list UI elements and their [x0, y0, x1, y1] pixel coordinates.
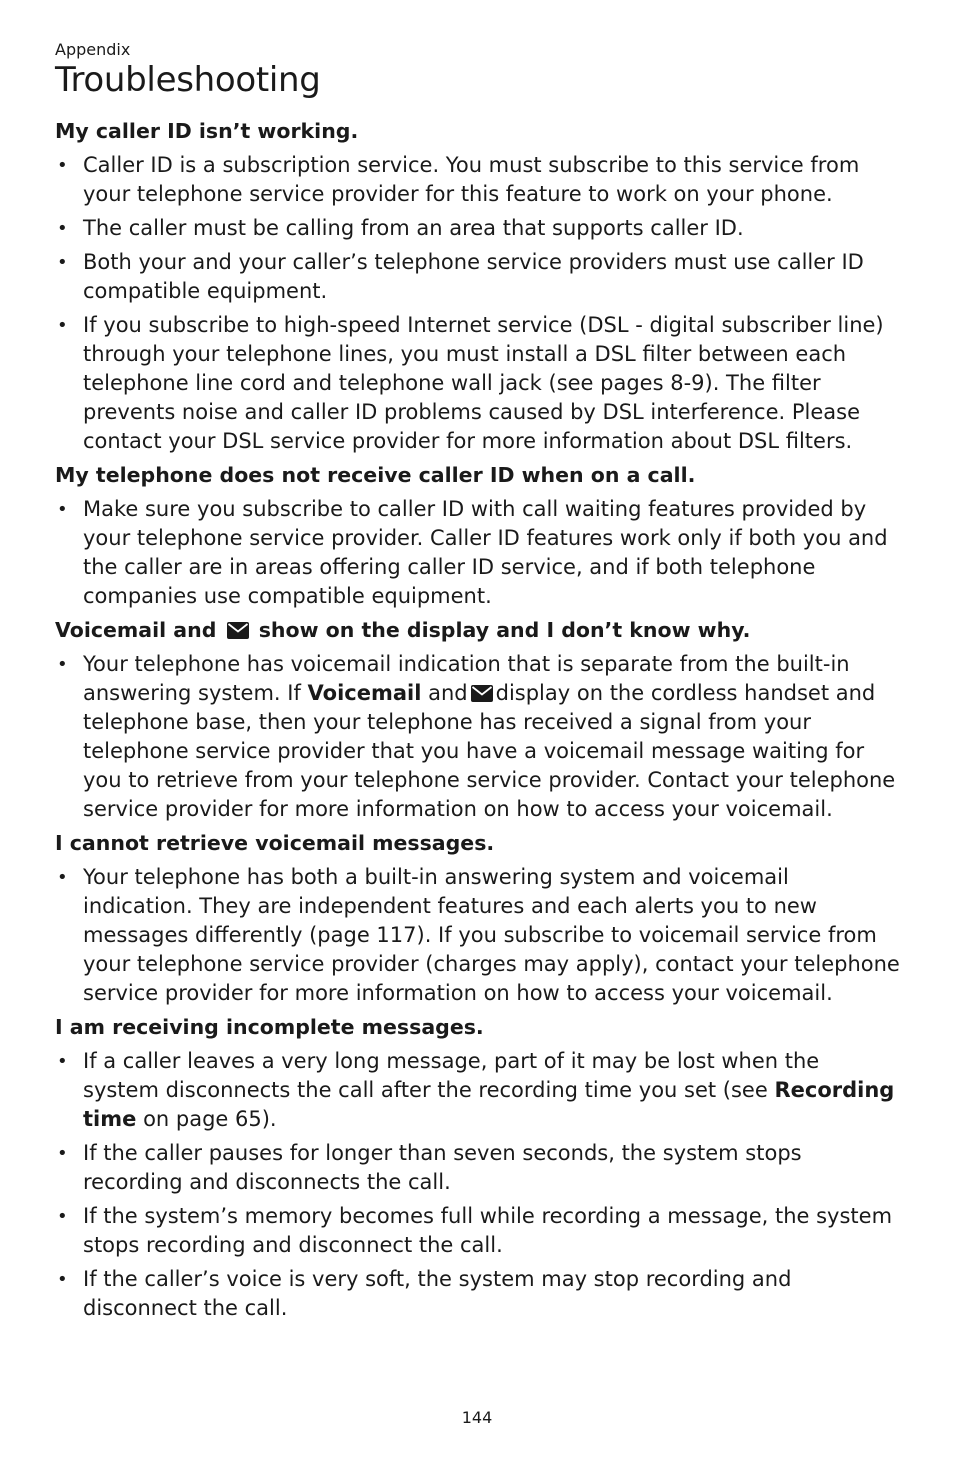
bullet-icon: •: [57, 499, 68, 520]
list-item: • Both your and your caller’s telephone service providers must use caller ID compatible equipment.: [57, 250, 864, 303]
bullet-icon: •: [57, 1143, 68, 1164]
bullet-list-call-waiting: [55, 495, 900, 611]
bullet-list-caller-id: [55, 151, 900, 456]
list-item: • If the system’s memory becomes full while recording a message, the system stops recording and disconnect the call.: [57, 1204, 893, 1257]
bullet-list-incomplete-messages: [55, 1047, 900, 1323]
list-item: • Caller ID is a subscription service. You must subscribe to this service from your telephone service provider for this feature to work on your phone.: [57, 153, 860, 206]
envelope-icon: [227, 622, 249, 639]
bullet-icon: •: [57, 654, 68, 675]
section-label: Appendix: [55, 40, 131, 59]
section-heading-caller-id: My caller ID isn’t working.: [55, 119, 359, 143]
bullet-list-voicemail-display: [55, 650, 900, 824]
bullet-icon: •: [57, 1269, 68, 1290]
page-title: Troubleshooting: [55, 60, 321, 100]
bullet-icon: •: [57, 1206, 68, 1227]
envelope-icon: [471, 685, 493, 702]
bullet-icon: •: [57, 315, 68, 336]
list-item: • If a caller leaves a very long message, part of it may be lost when the system disconnects the call after the recording time you set (see Recording time on page 65).: [57, 1049, 895, 1131]
section-heading-incomplete-messages: I am receiving incomplete messages.: [55, 1015, 484, 1039]
bullet-icon: •: [57, 1051, 68, 1072]
bullet-icon: •: [57, 252, 68, 273]
list-item: • If you subscribe to high-speed Internet service (DSL - digital subscriber line) through your telephone lines, you must install a DSL filter between each telephone line cord and telephone wall jack (see pages 8-9). The filter prevents noise and caller ID problems caused by DSL interference. Please contact your DSL service provider for more information about DSL filters.: [57, 313, 884, 453]
page-number: 144: [461, 1408, 493, 1427]
bullet-list-retrieve-voicemail: [55, 863, 900, 1008]
bullet-icon: •: [57, 218, 68, 239]
section-heading-retrieve-voicemail: I cannot retrieve voicemail messages.: [55, 831, 495, 855]
bullet-icon: •: [57, 867, 68, 888]
list-item: • The caller must be calling from an area that supports caller ID.: [55, 214, 900, 243]
section-heading-voicemail-display: Voicemail and show on the display and I don’t know why.: [55, 618, 751, 642]
section-heading-call-waiting: My telephone does not receive caller ID when on a call.: [55, 463, 696, 487]
list-item: • If the caller pauses for longer than seven seconds, the system stops recording and disconnects the call.: [57, 1141, 802, 1194]
list-item: • If the caller’s voice is very soft, the system may stop recording and disconnect the call.: [57, 1267, 792, 1320]
list-item: • Make sure you subscribe to caller ID with call waiting features provided by your telephone service provider. Caller ID features work only if both you and the caller are in areas offering caller ID service, and if both telephone companies use compatible equipment.: [57, 497, 888, 608]
list-item: • Your telephone has both a built-in answering system and voicemail indication. They are independent features and each alerts you to new messages differently (page 117). If you subscribe to voicemail service from your telephone service provider (charges may apply), contact your telephone service provider for more information on how to access your voicemail.: [57, 865, 900, 1005]
bullet-icon: •: [57, 155, 68, 176]
list-item: • Your telephone has voicemail indication that is separate from the built-in answering system. If Voicemail and display on the cordless handset and telephone base, then your telephone has received a signal from your telephone service provider that you have a voicemail message waiting for you to retrieve from your telephone service provider. Contact your telephone service provider for more information on how to access your voicemail.: [57, 652, 896, 821]
content: [55, 117, 900, 1328]
